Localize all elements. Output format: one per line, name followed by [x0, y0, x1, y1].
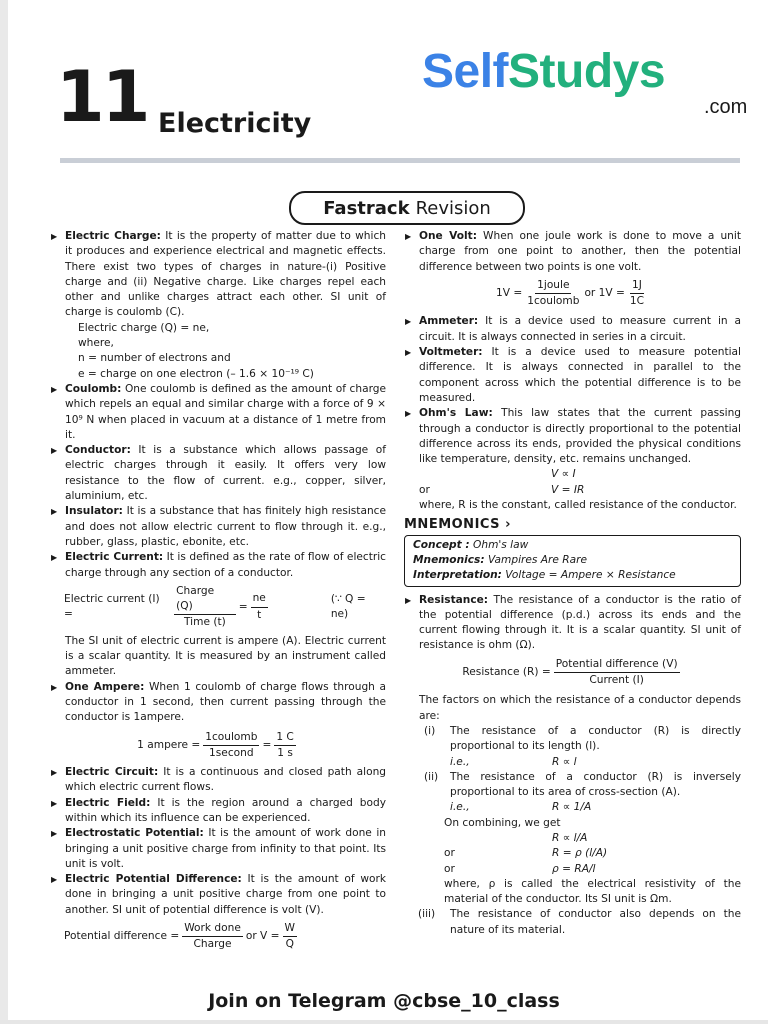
combined-relation-2: R = ρ (l/A) — [552, 847, 608, 860]
text: The resistance of a conductor (R) is inversely proportional to its area of cross-section (A). — [450, 770, 741, 799]
telegram-link[interactable]: Join on Telegram @cbse_10_class — [208, 990, 560, 1012]
badge-rest: Revision — [415, 197, 491, 219]
formula-note: (∵ Q = ne) — [330, 592, 366, 621]
denominator: t — [257, 608, 262, 621]
factor-2 — [404, 770, 741, 801]
denominator: Q — [285, 938, 294, 951]
definition: It is defined as the rate of flow of electric charge through any section of a conductor. — [65, 551, 386, 579]
combined-relation-2-row — [404, 846, 741, 861]
formula-var: n = number of electrons and — [78, 352, 231, 365]
list-item-ammeter — [404, 314, 741, 345]
definition: It is a device used to measure current in a circuit. It is always connected in series in a circuit. — [419, 315, 742, 343]
left-column — [50, 229, 386, 956]
brand-part1: Self — [422, 45, 509, 98]
section-badge — [289, 191, 525, 225]
formula-resistance — [404, 657, 741, 689]
definition: It is the amount of work done in bringing a unit positive charge from one point to another. SI unit of potential difference is volt (V). — [65, 873, 386, 916]
value: Voltage = Ampere × Resistance — [505, 569, 676, 582]
numerator: Charge (Q) — [174, 584, 236, 616]
mnemonic-interpretation — [413, 568, 732, 583]
chapter-number: 11 — [56, 56, 148, 138]
brand-suffix: .com — [704, 96, 748, 118]
list-item-coulomb — [50, 382, 386, 443]
value: Ohm's law — [473, 538, 529, 551]
label: Concept : — [413, 538, 470, 551]
definition: It is the region around a charged body within which its influence can be experienced. — [65, 796, 386, 824]
factor-3 — [404, 907, 741, 938]
definition: The resistance of a conductor is the ratio of the potential difference (p.d.) across its ends and the current flowing through it. It is a scalar quantity. SI unit of resistance is ohm (Ω). — [419, 593, 741, 652]
formula-ohm-2-row — [404, 483, 741, 498]
list-item-potential-difference — [50, 872, 386, 918]
formula-lhs: Resistance (R) = — [462, 665, 551, 678]
term: One Ampere: — [65, 680, 145, 693]
term: Electrostatic Potential: — [65, 827, 204, 840]
combined-relation-3-row — [404, 862, 741, 877]
denominator: Time (t) — [184, 616, 226, 629]
equals: = — [238, 600, 248, 613]
combining-text: On combining, we get — [444, 816, 561, 829]
definition: It is a continuous and closed path along which electric current flows. — [65, 766, 387, 794]
fraction — [251, 591, 268, 623]
list-item-electric-field — [50, 796, 386, 827]
ie: i.e., — [450, 755, 470, 768]
term: Electric Potential Difference: — [65, 873, 242, 886]
relation: R ∝ l — [552, 755, 577, 768]
term: Insulator: — [65, 505, 123, 518]
paragraph: where, R is the constant, called resistance of the conductor. — [419, 499, 737, 512]
term: Resistance: — [419, 593, 489, 606]
chapter-title: Electricity — [158, 108, 312, 139]
denominator: 1coulomb — [527, 295, 580, 308]
definition: It is a substance that has finitely high resistance and does not allow electric current to flow through it. e.g., rubber, glass, plastic, ebonite, etc. — [65, 505, 386, 548]
fraction — [274, 730, 296, 762]
fraction — [203, 730, 259, 762]
factor-1-relation — [404, 755, 741, 770]
term: Electric Charge: — [65, 230, 161, 242]
fraction — [628, 278, 646, 310]
text: The resistance of a conductor (R) is directly proportional to its length (l). — [450, 724, 741, 753]
formula-or: or V = — [245, 930, 280, 943]
denominator: 1second — [209, 746, 254, 759]
list-item-voltmeter — [404, 345, 741, 406]
ie: i.e., — [450, 801, 470, 814]
mnemonics-label: MNEMONICS — [404, 517, 501, 533]
list-item-one-ampere — [50, 680, 386, 726]
label: (iii) — [418, 908, 436, 921]
denominator: Current (I) — [589, 674, 644, 687]
fraction — [283, 921, 297, 953]
brand-logo[interactable] — [422, 44, 665, 99]
formula-or: or — [419, 483, 430, 496]
definition: It is the amount of work done in bringing a unit positive charge from infinity to that point. Its unit is volt. — [65, 827, 386, 870]
relation: R ∝ 1/A — [552, 801, 592, 814]
equals: = — [262, 738, 272, 751]
formula-ohm-2: V = IR — [551, 483, 585, 496]
label: Interpretation: — [413, 569, 502, 582]
fraction — [182, 921, 243, 953]
formula-lhs: 1V = — [495, 287, 523, 300]
value: Vampires Are Rare — [487, 553, 587, 566]
term: Ammeter: — [419, 315, 479, 328]
combined-relation-1: R ∝ l/A — [552, 831, 588, 844]
term: Ohm's Law: — [419, 407, 493, 420]
formula-or: or 1V = — [584, 287, 625, 300]
term: Electric Current: — [65, 551, 164, 564]
formula-ampere — [50, 730, 386, 762]
list-item-insulator — [50, 504, 386, 550]
numerator: 1coulomb — [203, 730, 259, 746]
factor-2-relation — [404, 800, 741, 815]
list-item-one-volt — [404, 229, 741, 275]
definition: When 1 coulomb of charge flows through a conductor in 1 second, then current passing through the conductor is 1ampere. — [65, 680, 386, 724]
term: Conductor: — [65, 444, 131, 457]
numerator: 1 C — [274, 730, 296, 746]
fraction — [525, 278, 581, 310]
numerator: 1J — [630, 278, 644, 294]
list-item-electric-charge — [50, 229, 386, 321]
label: (i) — [424, 724, 436, 737]
header-divider — [60, 158, 740, 163]
definition: It is a device used to measure potential difference. It is always connected in parallel to the component across which the potential difference is to be measured. — [419, 346, 741, 404]
fraction — [554, 657, 680, 689]
formula-volt — [404, 278, 741, 310]
combined-relation-3: ρ = RA/l — [552, 862, 596, 875]
footer-bar — [0, 1020, 768, 1024]
definition: One coulomb is defined as the amount of charge which repels an equal and similar charge with a force of 9 × 10⁹ N when placed in vacuum at a distance of 1 metre from it. — [65, 382, 386, 441]
fraction — [174, 584, 236, 631]
formula: Electric charge (Q) = ne, — [78, 321, 210, 334]
denominator: 1C — [629, 295, 645, 308]
term: Voltmeter: — [419, 346, 483, 359]
mnemonic-mnemonic — [413, 553, 732, 568]
numerator: ne — [251, 591, 268, 607]
label: Mnemonics: — [413, 553, 485, 566]
list-item-resistance — [404, 593, 741, 654]
numerator: 1joule — [535, 278, 571, 294]
numerator: W — [283, 921, 297, 937]
definition: When one joule work is done to move a unit charge from one point to another, then the potential difference between two points is one volt. — [419, 230, 741, 273]
brand-part2: Studys — [508, 45, 666, 98]
page-edge — [0, 0, 8, 1024]
definition: This law states that the current passing through a conductor is directly proportional to the potential difference across its ends, provided the physical conditions like temperature, density, etc. remains unchanged. — [419, 407, 742, 466]
formula-potential-difference — [50, 921, 386, 953]
denominator: 1 s — [277, 746, 293, 759]
formula-lhs: Electric current (I) = — [64, 592, 160, 621]
term: Coulomb: — [65, 382, 122, 395]
list-item-electrostatic-potential — [50, 826, 386, 872]
right-column — [404, 229, 741, 938]
definition: It is a substance which allows passage of electric charges through it easily. It offers very low resistance to the flow of current. e.g., copper, silver, aluminium, etc. — [65, 444, 386, 503]
list-item-ohms-law — [404, 406, 741, 467]
resistivity-text: where, ρ is called the electrical resistivity of the material of the conductor. Its SI unit is Ωm. — [444, 877, 741, 906]
term: Electric Field: — [65, 796, 151, 809]
chevron-right-icon: › — [505, 517, 511, 533]
definition: It is the property of matter due to which it produces and experience electrical and magnetic effects. There exist two types of charges in nature-(i) Positive charge and (ii) Negative charge. Like charges repel each other and unlike charges attract each other. SI unit of charge is coulomb (C). — [65, 230, 387, 319]
paragraph: The SI unit of electric current is ampere (A). Electric current is a scalar quantity. It is measured by an instrument called ammeter. — [65, 634, 386, 678]
term: Electric Circuit: — [65, 766, 159, 779]
term: One Volt: — [419, 230, 477, 242]
numerator: Potential difference (V) — [554, 657, 680, 673]
list-item-electric-circuit — [50, 765, 386, 796]
formula-lhs: Potential difference = — [64, 930, 180, 943]
formula-current — [50, 584, 386, 631]
denominator: Charge — [193, 938, 232, 951]
paragraph: The factors on which the resistance of a conductor depends are: — [419, 694, 741, 722]
formula-var: e = charge on one electron (– 1.6 × 10⁻¹⁹ C) — [78, 367, 314, 380]
mnemonics-box — [404, 535, 741, 587]
formula-or: or — [444, 862, 455, 875]
list-item-electric-current — [50, 550, 386, 581]
badge-bold: Fastrack — [323, 197, 410, 219]
factor-1 — [404, 724, 741, 755]
list-item-conductor — [50, 443, 386, 504]
mnemonic-concept — [413, 538, 732, 553]
formula-where: where, — [78, 337, 114, 350]
formula-lhs: 1 ampere = — [137, 738, 201, 751]
numerator: Work done — [182, 921, 243, 937]
formula-ohm-1: V ∝ I — [551, 468, 576, 481]
text: The resistance of conductor also depends on the nature of its material. — [450, 908, 741, 936]
formula-or: or — [444, 847, 455, 860]
label: (ii) — [424, 770, 439, 783]
mnemonics-title — [404, 517, 741, 532]
